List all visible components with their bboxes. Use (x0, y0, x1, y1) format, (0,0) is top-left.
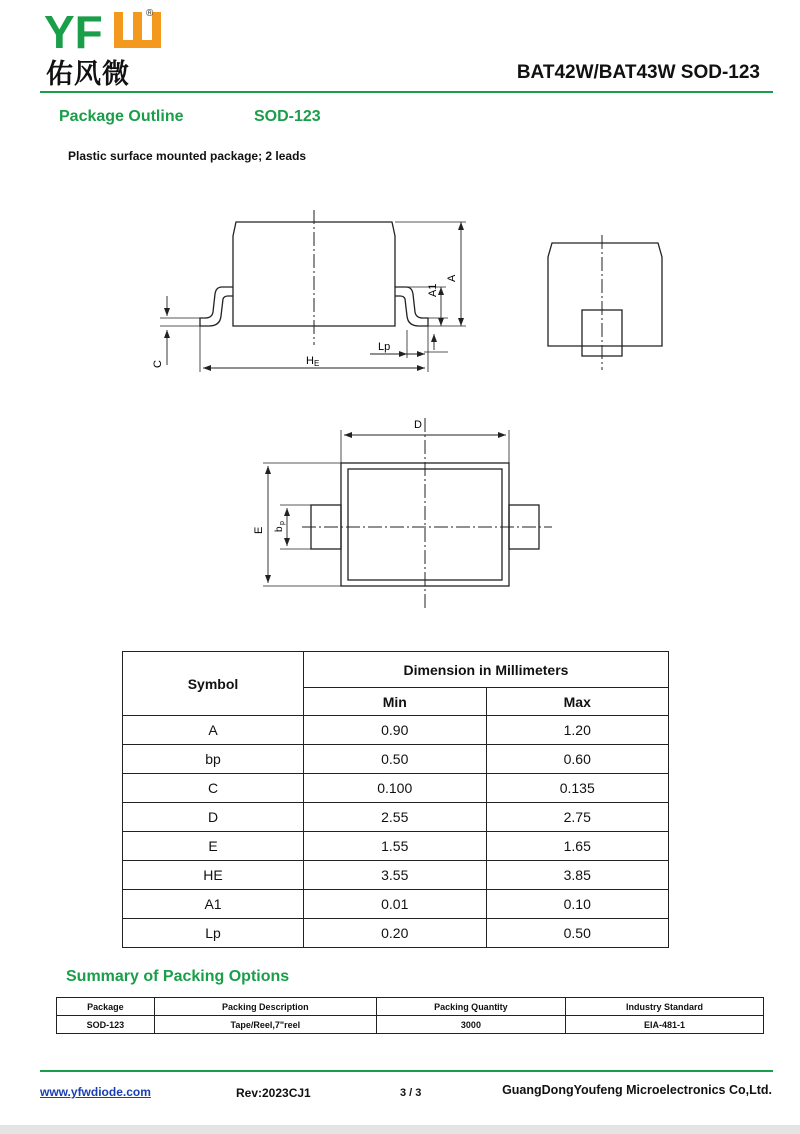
symbol-cell: Lp (123, 919, 304, 948)
end-view-drawing (540, 230, 670, 375)
min-cell: 0.90 (304, 716, 487, 745)
table-row (123, 774, 669, 803)
max-cell: 0.60 (486, 745, 669, 774)
packing-header-standard: Industry Standard (566, 998, 764, 1016)
top-view-drawing (250, 410, 560, 615)
packing-quantity: 3000 (376, 1016, 565, 1034)
min-header: Min (304, 688, 487, 716)
section-title: Package Outline (59, 108, 184, 125)
packing-header-package: Package (57, 998, 155, 1016)
min-cell: 1.55 (304, 832, 487, 861)
packing-table (56, 997, 764, 1034)
symbol-cell: A1 (123, 890, 304, 919)
table-row (123, 919, 669, 948)
max-cell: 0.50 (486, 919, 669, 948)
max-cell: 3.85 (486, 861, 669, 890)
package-description: Plastic surface mounted package; 2 leads (68, 149, 307, 163)
logo-w-mark (114, 12, 161, 48)
label-D: D (414, 419, 422, 431)
packing-header-description: Packing Description (154, 998, 376, 1016)
side-view-drawing (140, 205, 470, 380)
end-body (548, 243, 662, 346)
symbol-cell: HE (123, 861, 304, 890)
label-bp-sub: p (279, 521, 286, 525)
label-Lp: Lp (378, 341, 391, 353)
label-A: A (446, 274, 458, 282)
label-C: C (152, 360, 164, 368)
packing-description: Tape/Reel,7"reel (154, 1016, 376, 1034)
packing-standard: EIA-481-1 (566, 1016, 764, 1034)
symbol-cell: bp (123, 745, 304, 774)
symbol-cell: C (123, 774, 304, 803)
max-cell: 1.20 (486, 716, 669, 745)
symbol-cell: A (123, 716, 304, 745)
revision: Rev:2023CJ1 (236, 1086, 311, 1100)
bottom-bar (0, 1125, 800, 1134)
registered-mark: ® (146, 8, 154, 19)
table-row (123, 803, 669, 832)
max-cell: 2.75 (486, 803, 669, 832)
table-row (57, 1016, 764, 1034)
logo-chinese-name: 佑风微 (46, 59, 130, 90)
table-row (123, 890, 669, 919)
table-row (123, 745, 669, 774)
max-cell: 0.135 (486, 774, 669, 803)
packing-package: SOD-123 (57, 1016, 155, 1034)
right-lead (395, 287, 428, 326)
header-rule (40, 91, 773, 93)
symbol-header: Symbol (123, 652, 304, 716)
min-cell: 0.20 (304, 919, 487, 948)
footer-rule (40, 1070, 773, 1072)
left-lead (200, 287, 233, 326)
max-header: Max (486, 688, 669, 716)
min-cell: 0.01 (304, 890, 487, 919)
symbol-cell: D (123, 803, 304, 832)
dimension-group-header: Dimension in Millimeters (304, 652, 669, 688)
label-A1: A1 (427, 283, 439, 297)
label-HE: H (306, 355, 314, 367)
table-row (123, 716, 669, 745)
company-name: GuangDongYoufeng Microelectronics Co,Ltd. (502, 1083, 772, 1097)
label-E: E (253, 526, 265, 534)
table-row (123, 832, 669, 861)
min-cell: 3.55 (304, 861, 487, 890)
max-cell: 1.65 (486, 832, 669, 861)
dimension-table (122, 651, 669, 948)
packing-title: Summary of Packing Options (66, 968, 290, 985)
label-HE-sub: E (314, 359, 320, 368)
svg-text:YF: YF (44, 6, 103, 56)
symbol-cell: E (123, 832, 304, 861)
packing-header-quantity: Packing Quantity (376, 998, 565, 1016)
max-cell: 0.10 (486, 890, 669, 919)
min-cell: 0.100 (304, 774, 487, 803)
section-package: SOD-123 (254, 108, 321, 125)
min-cell: 0.50 (304, 745, 487, 774)
document-title: BAT42W/BAT43W SOD-123 (516, 62, 760, 83)
min-cell: 2.55 (304, 803, 487, 832)
page-number: 3 / 3 (400, 1087, 422, 1099)
label-bp: b (274, 526, 285, 532)
table-row (123, 861, 669, 890)
website-link[interactable]: www.yfwdiode.com (40, 1085, 151, 1099)
